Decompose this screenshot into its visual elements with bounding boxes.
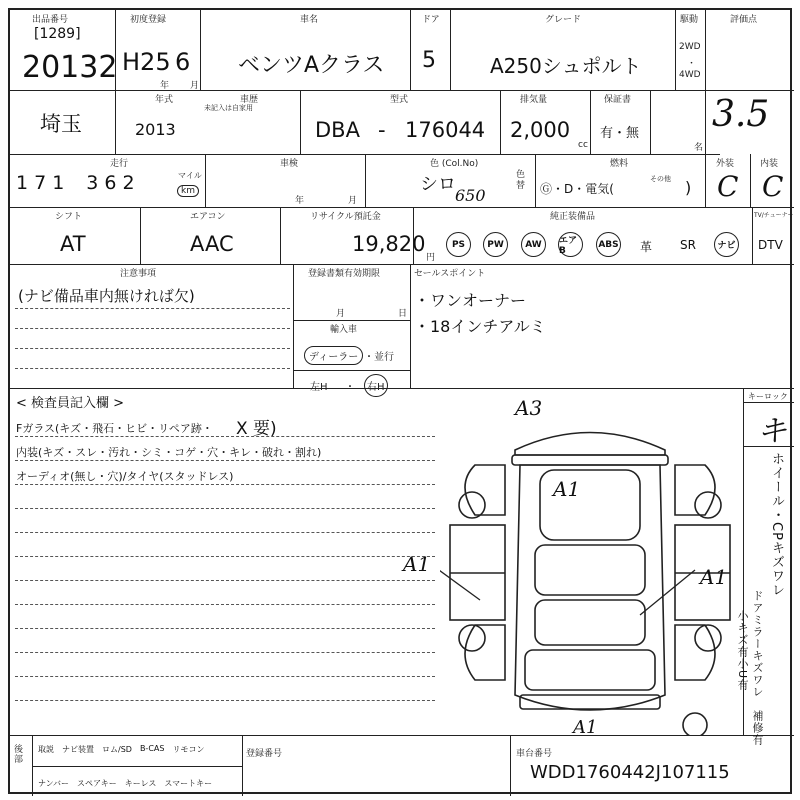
rule — [10, 90, 794, 91]
auction-sheet — [8, 8, 792, 794]
sales-point-1: ・ワンオーナー — [414, 291, 527, 310]
exterior-grade: C — [717, 170, 739, 203]
legend-repair: 補修有 — [751, 710, 764, 746]
rule — [365, 154, 366, 207]
history-label: 車歴 — [240, 95, 259, 105]
history-sub: 未記入は自家用 — [204, 104, 253, 112]
mark-left-door: A1 — [403, 552, 431, 576]
recycle-amount: 19,820 — [352, 232, 426, 256]
inspector-line — [15, 676, 435, 677]
key-lock-mark: キ — [757, 414, 787, 449]
front-bumper-shape — [520, 695, 660, 709]
first-reg-year: H25 — [122, 48, 171, 76]
mileage-digit: 1 — [16, 172, 29, 194]
item-bcas: B-CAS — [139, 744, 165, 753]
rule — [293, 370, 410, 371]
first-reg-month: 6 — [175, 48, 191, 76]
rear-trim-shape — [512, 455, 668, 465]
rule — [293, 320, 410, 321]
chassis-number: WDD1760442J107115 — [530, 762, 730, 783]
rule — [10, 264, 794, 265]
note-line — [15, 328, 290, 329]
lot-label: 出品番号 — [32, 15, 69, 25]
rule — [200, 10, 201, 90]
right-front-fender-shape — [675, 625, 715, 680]
fuel-close: ) — [685, 178, 692, 197]
mark-trunk: A1 — [553, 477, 581, 501]
fuel-other: その他 — [650, 175, 671, 183]
chassis-label: 車台番号 — [516, 749, 553, 759]
rule — [510, 735, 511, 796]
equip-pw: PW — [483, 232, 508, 257]
grade-label: グレード — [545, 15, 582, 25]
score: 3.5 — [712, 94, 770, 135]
equip-leather: 革 — [640, 240, 653, 254]
km-label: km — [177, 185, 199, 197]
rule — [10, 388, 794, 389]
inspector-line — [15, 652, 435, 653]
sales-point-2: ・18インチアルミ — [414, 317, 546, 336]
spare-wheel-shape — [683, 713, 707, 735]
name-suffix: 名 — [694, 143, 704, 153]
rule — [750, 154, 751, 207]
drive-2wd: 2WD — [679, 42, 701, 52]
glass-line: Fガラス(キズ・飛石・ヒビ・リペア跡・ — [16, 422, 213, 435]
doors: 5 — [422, 48, 436, 73]
mileage-digit: 6 — [104, 172, 117, 194]
aircon-label: エアコン — [190, 212, 226, 222]
inspector-line — [15, 604, 435, 605]
mile-label: マイル — [178, 171, 202, 180]
recycle-label: リサイクル預託金 — [310, 212, 381, 222]
rule — [300, 90, 301, 154]
type-number: 176044 — [405, 118, 486, 142]
body-outline-shape — [515, 465, 665, 710]
item-smart-key: スマートキー — [164, 779, 213, 788]
rule — [743, 402, 794, 403]
rule — [140, 207, 141, 264]
rule — [32, 766, 242, 767]
key-lock-label: キーロック — [748, 392, 788, 401]
rule — [10, 207, 794, 208]
interior-line: 内装(キズ・スレ・汚れ・シミ・コゲ・穴・キレ・破れ・割れ) — [16, 446, 322, 459]
car-name-label: 車名 — [300, 15, 319, 25]
mileage-digits — [16, 172, 135, 194]
note-line — [15, 368, 290, 369]
left-door-pointer — [440, 565, 480, 600]
rule — [205, 154, 206, 207]
lhd-option: 左H — [310, 382, 328, 393]
mileage-digit: 1 — [52, 172, 65, 194]
item-remote: リモコン — [172, 745, 205, 754]
equip-ps: PS — [446, 232, 471, 257]
equip-airbag: エアB — [558, 232, 583, 257]
mileage-gap — [70, 172, 80, 194]
caution-label: 注意事項 — [120, 269, 157, 279]
rule — [242, 735, 243, 796]
drive-label: 駆動 — [680, 15, 699, 25]
inspection-month-unit: 月 — [348, 196, 358, 206]
lot-bracket: [1289] — [34, 26, 81, 42]
item-spare-key: スペアキー — [77, 779, 117, 788]
mark-right-door: A1 — [700, 565, 728, 589]
car-diagram — [440, 395, 740, 735]
car-name: ベンツAクラス — [238, 53, 385, 78]
lot-number: 20132 — [22, 50, 118, 85]
rule — [752, 207, 753, 264]
mark-rear: A3 — [515, 396, 543, 420]
left-rear-wheel-shape — [459, 492, 485, 518]
year-unit: 年 — [160, 81, 170, 91]
inspection-label: 車検 — [280, 159, 299, 169]
item-plate: ナンバー — [38, 779, 70, 788]
rule — [500, 90, 501, 154]
rule — [705, 10, 706, 207]
prefecture: 埼玉 — [40, 112, 82, 136]
drive-4wd: 4WD — [679, 70, 701, 80]
hd-separator: ・ — [345, 382, 355, 393]
cc-unit: cc — [578, 140, 588, 150]
type-dash: - — [378, 118, 386, 142]
equip-label: 純正装備品 — [550, 212, 596, 222]
type-prefix: DBA — [315, 118, 360, 142]
rear-label: 後部 — [14, 745, 24, 765]
reg-deadline-label: 登録書類有効期限 — [308, 269, 381, 279]
inspector-title: < 検査員記入欄 > — [16, 396, 125, 411]
rule — [675, 10, 676, 90]
glass-mark: X 要) — [236, 419, 277, 439]
legend-wheel: ホイール・CPキズワレ — [769, 452, 784, 597]
model-year: 2013 — [135, 120, 176, 139]
first-reg-label: 初度登録 — [130, 15, 167, 25]
inspector-line — [15, 700, 435, 701]
caution-text: (ナビ備品車内無ければ欠) — [18, 287, 195, 305]
rear-bumper-shape — [515, 433, 665, 456]
dealer-option: ディーラー — [304, 346, 363, 365]
mileage-label: 走行 — [110, 159, 129, 169]
tv-label: TV/チューナー — [754, 212, 794, 219]
item-keyless: キーレス — [124, 779, 157, 788]
roof-shape — [535, 545, 645, 595]
month-unit: 月 — [190, 81, 200, 91]
warranty-label: 保証書 — [604, 95, 632, 105]
equip-aw: AW — [521, 232, 546, 257]
exterior-label: 外装 — [716, 159, 735, 169]
import-label: 輸入車 — [330, 325, 358, 335]
type-label: 型式 — [390, 95, 409, 105]
reg-month: 月 — [336, 309, 346, 319]
drive-dot: ・ — [687, 59, 697, 69]
rule — [535, 154, 536, 207]
doors-label: ドア — [422, 15, 440, 25]
reg-number-label: 登録番号 — [246, 749, 283, 759]
right-door-pointer — [640, 570, 695, 615]
rule — [410, 264, 411, 388]
mileage-digit: 7 — [34, 172, 47, 194]
item-navi: ナビ装置 — [62, 745, 94, 754]
legend-mirror: ドアミラーキズワレ — [751, 590, 764, 698]
rule — [410, 10, 411, 90]
inspector-line — [15, 508, 435, 509]
equip-sr: SR — [680, 238, 696, 252]
score-label: 評価点 — [730, 15, 758, 25]
inspector-line — [15, 628, 435, 629]
inspector-line — [15, 556, 435, 557]
inspector-line — [15, 436, 435, 437]
legend-small-scratch: 小キズ有 — [736, 610, 749, 658]
inspection-year-unit: 年 — [295, 196, 305, 206]
inspector-line — [15, 484, 435, 485]
inspector-line — [15, 532, 435, 533]
equip-navi: ナビ — [714, 232, 739, 257]
rule — [590, 90, 591, 154]
legend-small-dent: 小U有 — [736, 658, 749, 692]
mileage-digit: 3 — [86, 172, 99, 194]
equip-abs: ABS — [596, 232, 621, 257]
displacement: 2,000 — [510, 118, 571, 142]
parallel-option: ・並行 — [364, 352, 394, 363]
color: シロ — [420, 174, 456, 195]
note-line — [15, 308, 290, 309]
yen-unit: 円 — [426, 253, 436, 263]
item-rom-sd: ロム/SD — [102, 745, 132, 754]
rhd-option: 右H — [364, 374, 388, 397]
audio-line: オーディオ(無し・穴)/タイヤ(スタッドレス) — [16, 470, 234, 483]
note-line — [15, 348, 290, 349]
inspector-line — [15, 460, 435, 461]
aircon: AAC — [190, 232, 234, 256]
windshield-shape — [535, 600, 645, 645]
mileage-digit: 2 — [122, 172, 135, 194]
color-change: 色替 — [516, 170, 526, 191]
fuel: Ⓖ・D・電気( — [540, 182, 614, 196]
rule — [450, 10, 451, 90]
fuel-label: 燃料 — [610, 159, 629, 169]
sales-label: セールスポイント — [414, 269, 486, 279]
shift: AT — [60, 232, 86, 256]
inspector-line — [15, 580, 435, 581]
rule — [650, 90, 651, 154]
items-row-1 — [38, 744, 204, 755]
model-year-label: 年式 — [155, 95, 174, 105]
shift-label: シフト — [55, 212, 83, 222]
items-row-2 — [38, 778, 212, 789]
rule — [280, 207, 281, 264]
hood-shape — [525, 650, 655, 690]
interior-grade: C — [762, 170, 784, 203]
left-front-fender-shape — [465, 625, 505, 680]
grade: A250シュポルト — [490, 54, 642, 78]
reg-day: 日 — [398, 309, 408, 319]
color-label: 色 (Col.No) — [430, 159, 479, 169]
mark-front: A1 — [573, 717, 598, 738]
item-manual: 取説 — [38, 745, 54, 754]
displacement-label: 排気量 — [520, 95, 548, 105]
color-code: 650 — [455, 186, 486, 205]
right-rear-wheel-shape — [695, 492, 721, 518]
interior-label: 内装 — [760, 159, 779, 169]
rule — [10, 735, 794, 736]
warranty: 有・無 — [600, 126, 640, 141]
equip-dtv: DTV — [758, 238, 783, 252]
